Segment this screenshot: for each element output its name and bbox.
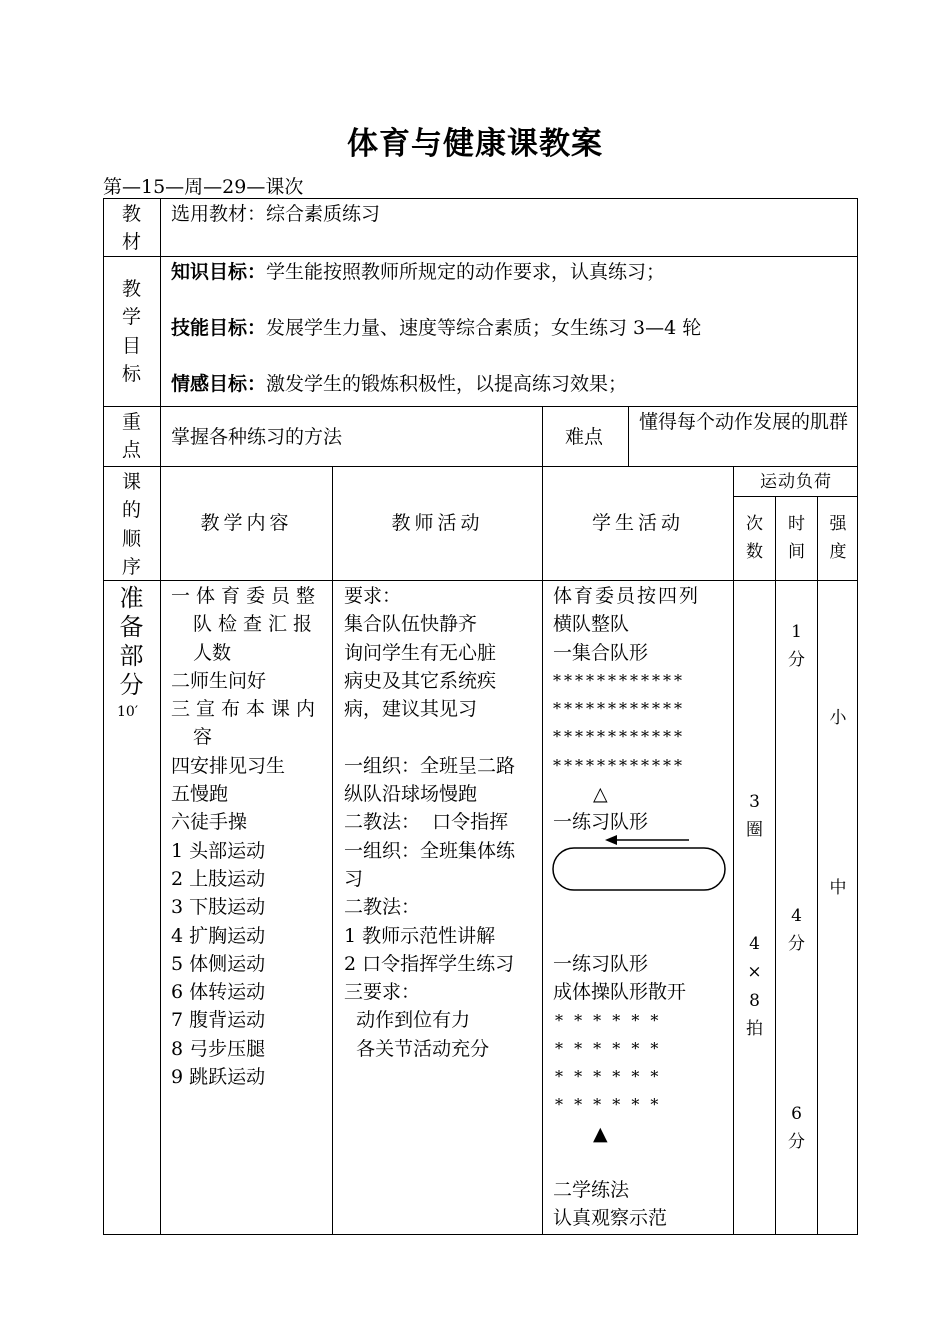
teacher-activity-item: 三要求： bbox=[344, 981, 421, 1004]
label-char: 间 bbox=[788, 542, 805, 563]
row-line bbox=[103, 256, 858, 257]
label-char: 课 bbox=[121, 471, 141, 493]
col-line bbox=[733, 466, 734, 1235]
student-row-stars: * * * * * * bbox=[555, 1067, 662, 1087]
label-char: 点 bbox=[121, 439, 141, 462]
student-line: 二学练法 bbox=[553, 1179, 630, 1202]
student-row-stars: ************ bbox=[553, 670, 685, 690]
col-line bbox=[817, 496, 818, 1235]
load-char: 4 bbox=[791, 906, 802, 926]
teacher-activity-item: 病史及其它系统疾 bbox=[344, 669, 497, 692]
teacher-activity-item: 习 bbox=[344, 867, 364, 890]
count-b bbox=[734, 930, 775, 1043]
content-item: 队检查汇报 bbox=[193, 613, 319, 636]
material-value: 选用教材：综合素质练习 bbox=[171, 203, 381, 225]
emotion-goal-text: 激发学生的锻炼积极性，以提高练习效果； bbox=[266, 373, 628, 395]
load-char: × bbox=[747, 962, 762, 983]
teacher-activity-item bbox=[344, 723, 540, 751]
content-item: 容 bbox=[193, 726, 213, 749]
border-top bbox=[103, 198, 858, 199]
content-item: 一体育委员整 bbox=[171, 585, 322, 607]
row-line bbox=[103, 466, 858, 467]
teacher-activity-item: 二教法： 口令指挥 bbox=[344, 811, 509, 834]
student-row-stars: ************ bbox=[553, 699, 685, 719]
load-char: 拍 bbox=[746, 1018, 763, 1039]
content-item: 2 上肢运动 bbox=[171, 867, 266, 890]
skill-goal bbox=[171, 314, 701, 342]
student-line: 成体操队形散开 bbox=[553, 981, 687, 1004]
time-c bbox=[776, 1100, 817, 1157]
content-item: 五慢跑 bbox=[171, 783, 229, 806]
teacher-activity-item: 一组织：全班集体练 bbox=[344, 839, 516, 862]
label-char: 学 bbox=[121, 306, 141, 329]
content-item: 四安排见习生 bbox=[171, 754, 286, 777]
teacher-activity-item: 纵队沿球场慢跑 bbox=[344, 783, 478, 806]
skill-goal-label: 技能目标： bbox=[171, 317, 267, 339]
content-item: 7 腹背运动 bbox=[171, 1009, 266, 1032]
goals-label bbox=[103, 275, 160, 388]
student-line: 体育委员按四列 bbox=[553, 585, 701, 607]
knowledge-goal-label: 知识目标： bbox=[171, 261, 267, 283]
label-char: 部 bbox=[119, 642, 144, 670]
content-item: 9 跳跃运动 bbox=[171, 1066, 266, 1089]
section-duration: 10′ bbox=[117, 704, 138, 720]
label-char: 备 bbox=[119, 613, 144, 641]
label-char: 度 bbox=[829, 542, 847, 563]
material-label bbox=[103, 200, 160, 257]
spacer bbox=[553, 1148, 733, 1176]
content-item: 三宣布本课内 bbox=[171, 698, 322, 721]
col-line bbox=[542, 406, 543, 466]
section-name bbox=[103, 584, 160, 700]
student-activity bbox=[553, 582, 733, 837]
label-char: 顺 bbox=[121, 527, 141, 550]
teacher-activity-item: 一组织：全班呈二路 bbox=[344, 754, 516, 777]
row-line bbox=[103, 580, 858, 581]
content-item: 3 下肢运动 bbox=[171, 896, 266, 919]
student-row-stars: * * * * * * bbox=[555, 1038, 662, 1058]
intensity-a: 小 bbox=[829, 708, 847, 728]
count-a bbox=[734, 788, 775, 845]
content-item: 1 头部运动 bbox=[171, 839, 266, 862]
teacher-position-mark: ▲ bbox=[593, 1122, 608, 1145]
content-item: 4 扩胸运动 bbox=[171, 924, 266, 947]
load-char: 分 bbox=[788, 650, 805, 671]
load-char: 4 bbox=[749, 934, 760, 954]
teacher-activity-item: 1 教师示范性讲解 bbox=[344, 924, 496, 947]
row-line bbox=[103, 406, 858, 407]
col-line bbox=[628, 406, 629, 466]
lesson-plan-table bbox=[103, 198, 858, 1235]
load-char: 8 bbox=[749, 990, 760, 1011]
student-line: 一练习队形 bbox=[553, 811, 649, 834]
count-header bbox=[734, 510, 775, 567]
lesson-number: 第—15—周—29—课次 bbox=[103, 176, 304, 198]
intensity-header bbox=[818, 510, 858, 567]
student-row-stars: * * * * * * bbox=[555, 1010, 662, 1030]
label-char: 强 bbox=[829, 514, 847, 534]
teacher-activity-list bbox=[344, 582, 540, 1063]
label-char: 目 bbox=[121, 334, 141, 357]
emotion-goal bbox=[171, 370, 627, 398]
content-item: 二师生问好 bbox=[171, 669, 267, 692]
load-char: 6 bbox=[791, 1104, 802, 1124]
label-char: 重 bbox=[121, 411, 141, 433]
content-item: 6 体转运动 bbox=[171, 981, 266, 1004]
load-char: 3 bbox=[749, 792, 760, 812]
student-line: 认真观察示范 bbox=[553, 1207, 668, 1230]
label-char: 教 bbox=[121, 278, 141, 300]
student-line: 一练习队形 bbox=[553, 953, 649, 975]
label-char: 数 bbox=[746, 542, 763, 563]
label-char: 的 bbox=[121, 499, 141, 522]
knowledge-goal bbox=[171, 258, 665, 286]
label-char: 材 bbox=[121, 231, 141, 254]
load-char: 分 bbox=[788, 1132, 805, 1153]
label-char: 分 bbox=[119, 671, 144, 699]
arrow-head bbox=[605, 835, 617, 845]
teacher-activity-item: 二教法： bbox=[344, 896, 421, 919]
content-header: 教学内容 bbox=[200, 512, 293, 534]
skill-goal-text: 发展学生力量、速度等综合素质；女生练习 3—4 轮 bbox=[266, 317, 702, 339]
teacher-activity-item: 各关节活动充分 bbox=[344, 1037, 490, 1060]
running-track-diagram bbox=[549, 828, 729, 893]
content-list bbox=[171, 582, 331, 1091]
content-item: 8 弓步压腿 bbox=[171, 1037, 266, 1060]
teacher-activity-item: 询问学生有无心脏 bbox=[344, 641, 497, 664]
load-header: 运动负荷 bbox=[760, 472, 832, 492]
content-item: 人数 bbox=[193, 641, 232, 664]
label-char: 序 bbox=[121, 555, 141, 578]
label-char: 时 bbox=[788, 514, 805, 534]
teacher-position-mark: △ bbox=[593, 783, 608, 806]
col-line bbox=[542, 466, 543, 1235]
student-activity-lower bbox=[553, 950, 733, 1233]
order-header bbox=[103, 468, 160, 581]
emotion-goal-label: 情感目标： bbox=[171, 373, 267, 395]
label-char: 准 bbox=[119, 584, 144, 612]
load-char: 分 bbox=[788, 934, 805, 955]
col-line bbox=[160, 198, 161, 1235]
label-char: 教 bbox=[121, 203, 141, 225]
teacher-activity-item: 要求： bbox=[344, 585, 402, 607]
student-row-stars: ************ bbox=[553, 755, 685, 775]
content-item: 六徒手操 bbox=[171, 811, 248, 834]
load-char: 圈 bbox=[746, 820, 763, 841]
page-title: 体育与健康课教案 bbox=[347, 126, 603, 162]
track-oval bbox=[553, 848, 725, 890]
student-line: 横队整队 bbox=[553, 613, 630, 636]
teacher-activity-item: 病，建议其见习 bbox=[344, 698, 478, 721]
student-row-stars: * * * * * * bbox=[555, 1095, 662, 1115]
border-bottom bbox=[103, 1234, 858, 1235]
focus-label bbox=[103, 408, 160, 465]
content-item: 5 体侧运动 bbox=[171, 952, 266, 975]
load-char: 1 bbox=[791, 622, 802, 642]
teacher-activity-item: 2 口令指挥学生练习 bbox=[344, 952, 515, 975]
time-a bbox=[776, 618, 817, 675]
teacher-activity-item: 集合队伍快静齐 bbox=[344, 613, 478, 636]
knowledge-goal-text: 学生能按照教师所规定的动作要求，认真练习； bbox=[266, 261, 666, 283]
label-char: 次 bbox=[746, 514, 763, 534]
intensity-b: 中 bbox=[829, 878, 847, 898]
time-b bbox=[776, 902, 817, 959]
difficulty-value: 懂得每个动作发展的肌群 bbox=[639, 411, 849, 433]
student-line: 一集合队形 bbox=[553, 641, 649, 664]
col-line bbox=[332, 466, 333, 1235]
student-header: 学生活动 bbox=[591, 512, 684, 534]
teacher-activity-item: 动作到位有力 bbox=[344, 1009, 471, 1032]
student-row-stars: ************ bbox=[553, 727, 685, 747]
teacher-header: 教师活动 bbox=[391, 512, 484, 534]
label-char: 标 bbox=[121, 362, 141, 385]
focus-value: 掌握各种练习的方法 bbox=[171, 426, 343, 448]
difficulty-label: 难点 bbox=[565, 426, 604, 448]
time-header bbox=[776, 510, 817, 567]
